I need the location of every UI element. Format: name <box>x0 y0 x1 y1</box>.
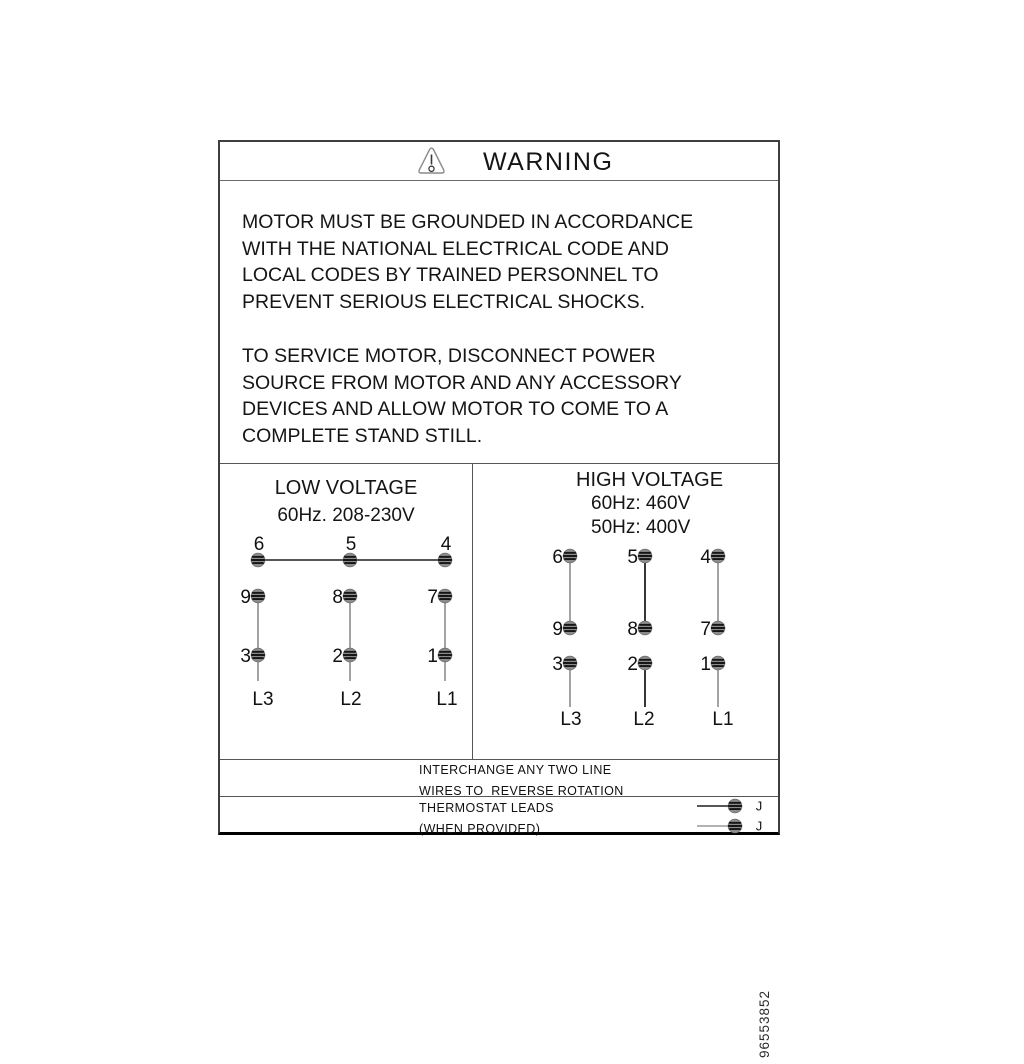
thermostat-lead-terminal <box>728 819 742 833</box>
terminal-label-6: 6 <box>552 547 563 568</box>
thermostat-lead-label: J <box>755 798 763 814</box>
terminal-8 <box>343 589 357 603</box>
terminal-5 <box>638 549 652 563</box>
terminal-4 <box>711 549 725 563</box>
thermostat-note-line2: (WHEN PROVIDED) <box>419 822 541 836</box>
terminal-4 <box>438 553 452 567</box>
warning-text-line: SOURCE FROM MOTOR AND ANY ACCESSORY <box>242 371 682 394</box>
terminal-label-1: 1 <box>700 654 711 675</box>
warning-title: WARNING <box>483 148 614 176</box>
terminal-label-3: 3 <box>240 646 251 667</box>
warning-text-line: COMPLETE STAND STILL. <box>242 424 483 447</box>
warning-text-line: LOCAL CODES BY TRAINED PERSONNEL TO <box>242 264 659 286</box>
thermostat-lead-terminal <box>728 799 742 813</box>
terminal-7 <box>438 589 452 603</box>
terminal-label-9: 9 <box>552 619 563 640</box>
low-voltage-title: LOW VOLTAGE <box>274 477 418 499</box>
terminal-label-7: 7 <box>427 587 438 608</box>
thermostat-lead-label: J <box>755 818 763 834</box>
line-label-L2: L2 <box>633 709 655 730</box>
terminal-6 <box>251 553 265 567</box>
terminal-5 <box>343 553 357 567</box>
terminal-2 <box>343 648 357 662</box>
terminal-1 <box>438 648 452 662</box>
terminal-label-5: 5 <box>627 547 638 568</box>
warning-text-block <box>242 209 768 449</box>
terminal-7 <box>711 621 725 635</box>
warning-header <box>220 142 778 181</box>
terminal-label-8: 8 <box>627 619 638 640</box>
terminal-1 <box>711 656 725 670</box>
low-voltage-wiring-diagram <box>220 464 472 760</box>
thermostat-note-line1: THERMOSTAT LEADS <box>419 801 554 815</box>
low-voltage-subtitle: 60Hz. 208-230V <box>277 505 415 526</box>
warning-text-line: TO SERVICE MOTOR, DISCONNECT POWER <box>242 345 656 367</box>
terminal-label-2: 2 <box>332 646 343 667</box>
high-voltage-subtitle-60hz: 60Hz: 460V <box>591 493 691 514</box>
terminal-9 <box>251 589 265 603</box>
warning-text-line: PREVENT SERIOUS ELECTRICAL SHOCKS. <box>242 290 646 313</box>
warning-text-line: WITH THE NATIONAL ELECTRICAL CODE AND <box>242 237 669 260</box>
thermostat-leads-symbols <box>690 797 782 837</box>
rotation-note-row <box>220 759 778 796</box>
high-voltage-section <box>473 464 778 760</box>
terminal-label-2: 2 <box>627 654 638 675</box>
line-label-L1: L1 <box>436 689 458 710</box>
low-voltage-section <box>220 464 472 760</box>
line-label-L2: L2 <box>340 689 362 710</box>
terminal-3 <box>251 648 265 662</box>
warning-paragraph-grounding <box>242 209 768 315</box>
warning-paragraph-service <box>242 343 768 449</box>
motor-warning-label <box>218 140 780 1059</box>
high-voltage-subtitle-50hz: 50Hz: 400V <box>591 516 691 538</box>
high-voltage-wiring-diagram <box>473 464 778 760</box>
terminal-2 <box>638 656 652 670</box>
terminal-6 <box>563 549 577 563</box>
warning-text-line: MOTOR MUST BE GROUNDED IN ACCORDANCE <box>242 211 694 233</box>
terminal-label-9: 9 <box>240 587 251 608</box>
terminal-label-5: 5 <box>345 534 357 555</box>
thermostat-note-row <box>220 796 778 836</box>
rotation-note-line1: INTERCHANGE ANY TWO LINE <box>419 763 612 777</box>
terminal-8 <box>638 621 652 635</box>
terminal-label-6: 6 <box>253 534 265 555</box>
terminal-label-3: 3 <box>552 654 563 675</box>
high-voltage-title: HIGH VOLTAGE <box>576 469 724 491</box>
line-label-L3: L3 <box>252 689 274 710</box>
warning-triangle-icon <box>416 146 447 177</box>
part-number: 96553852 <box>757 989 772 1059</box>
rotation-note-line2: WIRES TO REVERSE ROTATION <box>419 784 624 798</box>
terminal-label-7: 7 <box>700 619 711 640</box>
line-label-L3: L3 <box>560 709 582 730</box>
terminal-9 <box>563 621 577 635</box>
terminal-label-4: 4 <box>700 547 711 568</box>
terminal-label-4: 4 <box>440 534 452 555</box>
line-label-L1: L1 <box>712 709 734 730</box>
terminal-label-8: 8 <box>332 587 343 608</box>
warning-text-line: DEVICES AND ALLOW MOTOR TO COME TO A <box>242 398 669 420</box>
terminal-label-1: 1 <box>427 646 438 667</box>
terminal-3 <box>563 656 577 670</box>
